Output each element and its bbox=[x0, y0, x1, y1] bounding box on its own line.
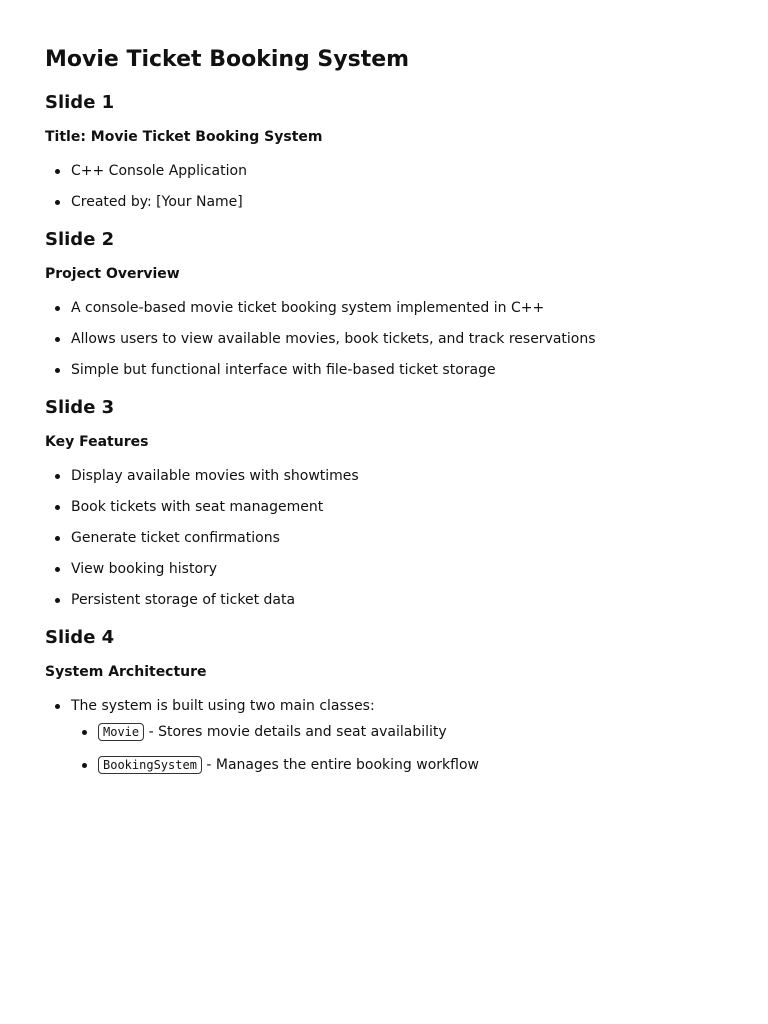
slide-3-heading: Slide 3 bbox=[45, 397, 115, 418]
slide-1-subtitle: Title: Movie Ticket Booking System bbox=[45, 129, 323, 145]
code-class-name: Movie bbox=[98, 723, 144, 741]
document-title: Movie Ticket Booking System bbox=[45, 47, 410, 72]
list-item bbox=[98, 754, 723, 776]
list-item: C++ Console Application bbox=[71, 161, 723, 181]
list-item bbox=[71, 696, 723, 776]
slide-4-section bbox=[45, 625, 723, 776]
list-item: Created by: [Your Name] bbox=[71, 192, 723, 212]
slide-3-section bbox=[45, 395, 723, 625]
slide-4-subtitle: System Architecture bbox=[45, 664, 207, 680]
list-item: Simple but functional interface with file-based ticket storage bbox=[71, 360, 723, 380]
list-item: A console-based movie ticket booking system implemented in C++ bbox=[71, 298, 723, 318]
list-item: Generate ticket confirmations bbox=[71, 528, 723, 548]
slide-2-heading: Slide 2 bbox=[45, 229, 115, 250]
slide-2-section bbox=[45, 227, 723, 395]
slide-2-subtitle: Project Overview bbox=[45, 266, 180, 282]
list-item: Display available movies with showtimes bbox=[71, 466, 723, 486]
slide-3-subtitle: Key Features bbox=[45, 434, 149, 450]
list-item: Allows users to view available movies, book tickets, and track reservations bbox=[71, 329, 723, 349]
list-item: Book tickets with seat management bbox=[71, 497, 723, 517]
slide-2-bullet-list bbox=[45, 298, 723, 380]
slide-1-section bbox=[45, 90, 723, 227]
slide-1-heading: Slide 1 bbox=[45, 92, 115, 113]
slide-1-bullet-list bbox=[45, 161, 723, 212]
list-item: View booking history bbox=[71, 559, 723, 579]
list-item bbox=[98, 721, 723, 743]
list-item: Persistent storage of ticket data bbox=[71, 590, 723, 610]
slide-4-bullet-list bbox=[45, 696, 723, 776]
slide-3-bullet-list bbox=[45, 466, 723, 610]
list-item-text: The system is built using two main classes: bbox=[71, 698, 375, 714]
code-class-name: BookingSystem bbox=[98, 756, 202, 774]
list-item-text: - Stores movie details and seat availability bbox=[144, 724, 447, 740]
list-item-text: - Manages the entire booking workflow bbox=[201, 757, 479, 773]
slide-4-nested-list bbox=[71, 721, 723, 776]
slide-4-heading: Slide 4 bbox=[45, 627, 115, 648]
